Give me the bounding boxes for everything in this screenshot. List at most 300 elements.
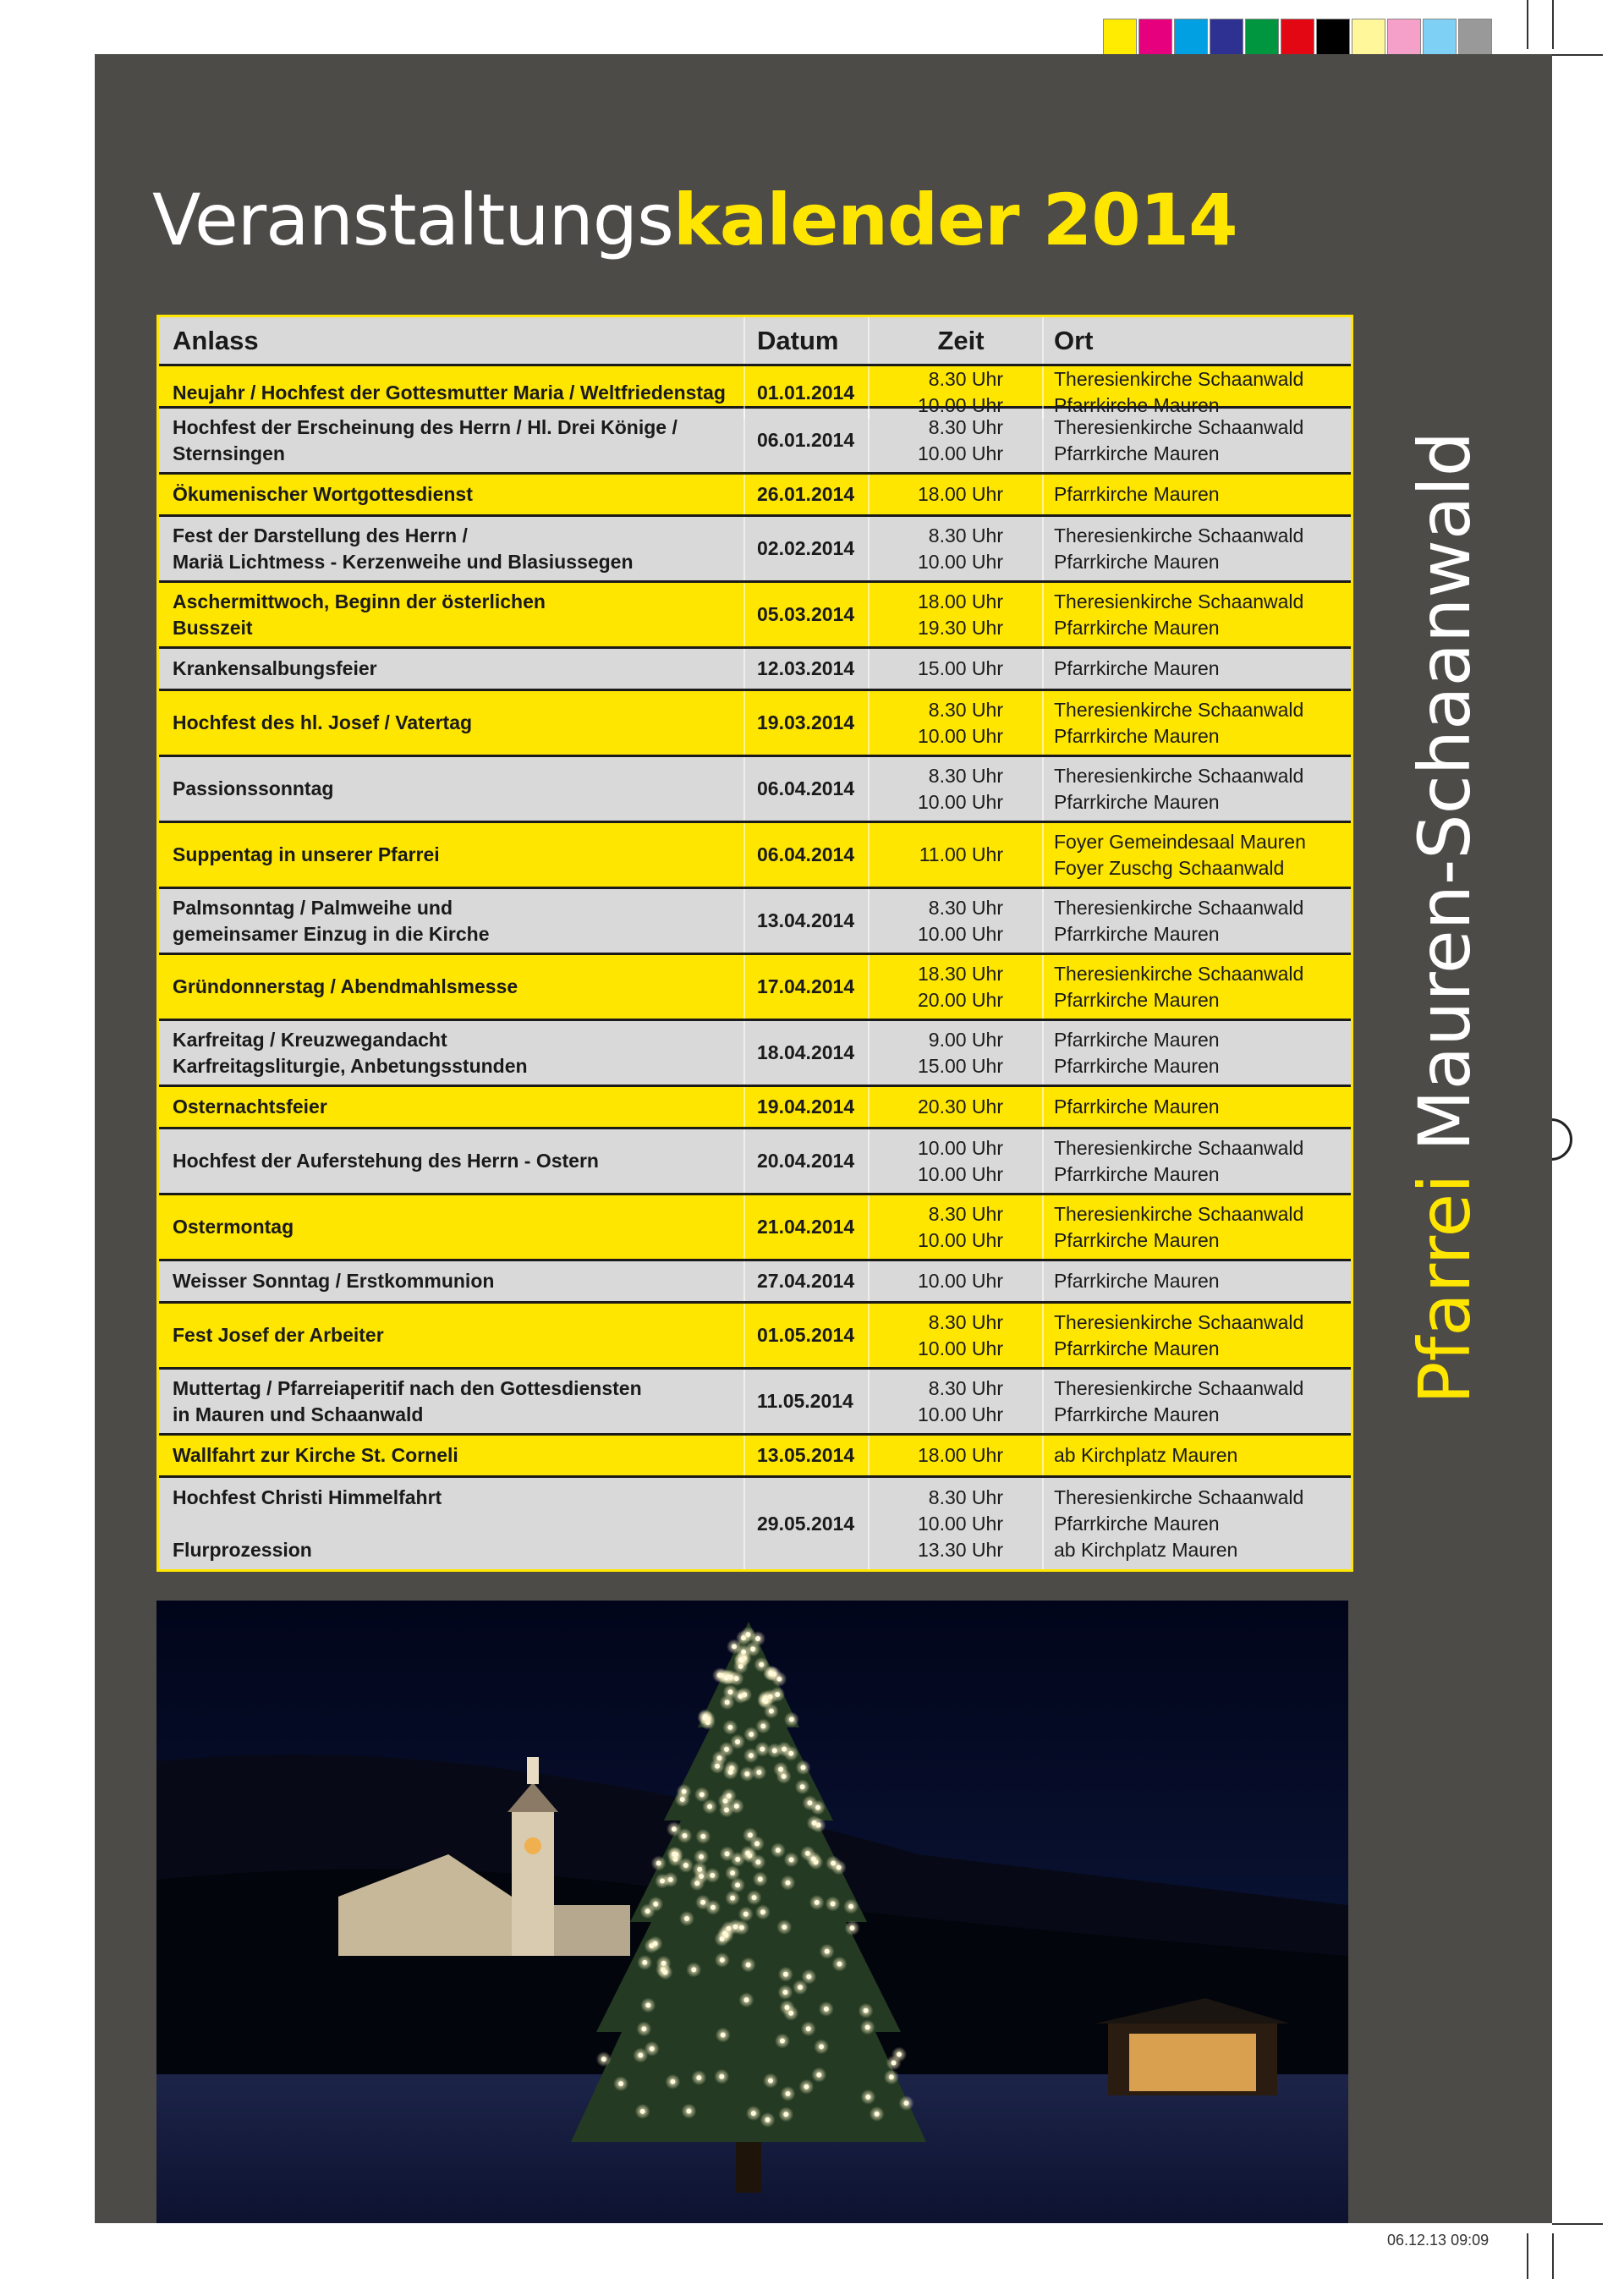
tree-light-core <box>684 1916 689 1921</box>
place-cell <box>1044 649 1351 689</box>
tree-light-core <box>903 2101 908 2106</box>
table-row <box>159 409 1351 472</box>
place-cell-line: Theresienkirche Schaanwald <box>1054 1310 1304 1333</box>
place-cell-line: Pfarrkirche Mauren <box>1054 394 1220 416</box>
event-cell <box>159 889 745 953</box>
event-cell-line: Hochfest der Erscheinung des Herrn / Hl. Drei Könige / <box>173 415 678 438</box>
vertical-title-part2: Mauren-Schaanwald <box>1403 431 1486 1151</box>
color-swatch <box>1316 19 1350 56</box>
tree-light-core <box>719 2074 724 2079</box>
tree-light-core <box>642 1960 647 1965</box>
table-row <box>159 1087 1351 1127</box>
time-cell <box>870 955 1044 1019</box>
tree-light-core <box>756 1770 761 1775</box>
color-swatch <box>1281 19 1314 56</box>
tree-light-core <box>745 1632 750 1637</box>
tree-light-core <box>798 1985 803 1990</box>
date-cell <box>745 1129 870 1193</box>
tree-light-core <box>728 1689 733 1694</box>
date-cell-line: 26.01.2014 <box>757 483 855 505</box>
tree-light-core <box>638 2053 643 2058</box>
time-cell <box>870 1478 1044 1569</box>
crop-mark <box>1552 2233 1554 2279</box>
time-cell <box>870 757 1044 821</box>
tree-light-core <box>776 1677 782 1682</box>
place-cell-line: Pfarrkirche Mauren <box>1054 1028 1220 1051</box>
tree-light-core <box>735 1857 740 1862</box>
tree-light-core <box>730 1896 735 1901</box>
date-cell <box>745 1478 870 1569</box>
time-cell <box>870 1304 1044 1367</box>
column-header-zeit: Zeit <box>870 317 1044 364</box>
tree-light-core <box>785 2091 790 2096</box>
date-cell-line: 27.04.2014 <box>757 1270 855 1292</box>
color-swatch <box>1387 19 1421 56</box>
tree-light-core <box>837 1864 842 1870</box>
time-cell-line: 10.00 Uhr <box>917 1136 1003 1159</box>
time-cell-line: 18.00 Uhr <box>917 590 1003 612</box>
tree-light-core <box>743 1912 749 1917</box>
crop-mark <box>1527 0 1528 49</box>
tree-light-core <box>744 1771 749 1777</box>
tree-light-core <box>734 1804 739 1809</box>
tree-light-core <box>699 1874 704 1879</box>
date-cell <box>745 823 870 887</box>
tree-light-core <box>819 2044 824 2049</box>
time-cell-line: 8.30 Uhr <box>928 896 1003 919</box>
event-cell-line: Osternachtsfeier <box>173 1096 327 1118</box>
event-cell <box>159 823 745 887</box>
time-cell-line: 8.30 Uhr <box>928 698 1003 721</box>
tree-light-core <box>755 1859 760 1864</box>
time-cell <box>870 691 1044 755</box>
table-row <box>159 889 1351 953</box>
place-cell <box>1044 823 1351 887</box>
place-cell-line: Theresienkirche Schaanwald <box>1054 764 1304 787</box>
time-cell-line: 8.30 Uhr <box>928 1485 1003 1508</box>
tree-light-core <box>727 1725 732 1730</box>
event-cell <box>159 1304 745 1367</box>
place-cell-line: Pfarrkirche Mauren <box>1054 724 1220 747</box>
place-cell-line: Pfarrkirche Mauren <box>1054 1403 1220 1425</box>
tree-light-core <box>650 2046 655 2051</box>
place-cell <box>1044 1370 1351 1433</box>
tree-light-core <box>760 1724 765 1729</box>
date-cell-line: 19.04.2014 <box>757 1096 855 1118</box>
tree-light-core <box>645 2002 650 2007</box>
time-cell-line: 8.30 Uhr <box>928 524 1003 546</box>
date-cell <box>745 649 870 689</box>
color-swatch <box>1245 19 1279 56</box>
event-cell-line: Hochfest der Auferstehung des Herrn - Ostern <box>173 1150 599 1172</box>
place-cell <box>1044 517 1351 580</box>
place-cell-line: Pfarrkirche Mauren <box>1054 988 1220 1011</box>
tree-light-core <box>739 1925 744 1930</box>
place-cell-line: Theresienkirche Schaanwald <box>1054 698 1304 721</box>
tree-light-core <box>691 1967 696 1972</box>
date-cell <box>745 1304 870 1367</box>
place-cell-line: Pfarrkirche Mauren <box>1054 1512 1220 1535</box>
table-row <box>159 1021 1351 1085</box>
place-cell-line: ab Kirchplatz Mauren <box>1054 1444 1238 1466</box>
place-cell-line: Foyer Zuschg Schaanwald <box>1054 856 1285 879</box>
time-cell-line: 10.00 Uhr <box>917 1162 1003 1185</box>
events-table <box>156 315 1353 1572</box>
tree-light-core <box>758 1876 763 1881</box>
time-cell <box>870 1087 1044 1127</box>
table-row <box>159 1261 1351 1301</box>
date-cell-line: 20.04.2014 <box>757 1150 855 1172</box>
time-cell-line: 8.30 Uhr <box>928 1202 1003 1225</box>
tree-light-core <box>682 1833 687 1838</box>
event-cell <box>159 1370 745 1433</box>
place-cell-line: Pfarrkirche Mauren <box>1054 1162 1220 1185</box>
place-cell-line: Pfarrkirche Mauren <box>1054 1054 1220 1077</box>
table-row <box>159 955 1351 1019</box>
date-cell <box>745 409 870 472</box>
tree-light-core <box>653 1902 658 1907</box>
place-cell-line: Theresienkirche Schaanwald <box>1054 1485 1304 1508</box>
tree-light-core <box>816 2073 821 2078</box>
tree-light-core <box>724 1675 729 1680</box>
time-cell-line: 10.00 Uhr <box>917 442 1003 464</box>
date-cell <box>745 1261 870 1301</box>
tree-light-core <box>815 1805 820 1810</box>
tree-light-core <box>800 1784 805 1789</box>
tree-light-core <box>725 1851 730 1856</box>
time-cell <box>870 517 1044 580</box>
tree-light-core <box>700 1900 705 1905</box>
event-cell-line: Wallfahrt zur Kirche St. Corneli <box>173 1444 458 1466</box>
event-cell-line <box>173 1511 733 1537</box>
tree-light-core <box>601 2057 606 2062</box>
time-cell <box>870 889 1044 953</box>
event-cell <box>159 1436 745 1475</box>
table-row <box>159 1478 1351 1569</box>
tree-light-core <box>673 1852 678 1857</box>
date-cell <box>745 1021 870 1085</box>
tree-light-core <box>668 1877 673 1882</box>
tree-light-core <box>824 2007 829 2012</box>
event-cell-line: Krankensalbungsfeier <box>173 657 377 679</box>
date-cell <box>745 517 870 580</box>
event-cell <box>159 517 745 580</box>
place-cell <box>1044 955 1351 1019</box>
tree-light-core <box>752 1895 757 1900</box>
event-cell-line: Mariä Lichtmess - Kerzenweihe und Blasiussegen <box>173 550 634 573</box>
table-row <box>159 757 1351 821</box>
date-cell-line: 29.05.2014 <box>757 1512 855 1535</box>
date-cell <box>745 955 870 1019</box>
tree-light-core <box>723 1798 728 1804</box>
tree-light-core <box>789 1717 794 1722</box>
print-timestamp: 06.12.13 09:09 <box>1387 2232 1490 2249</box>
tree-light-core <box>789 1857 794 1862</box>
column-header-ort: Ort <box>1054 326 1094 355</box>
table-row <box>159 823 1351 887</box>
date-cell-line: 13.05.2014 <box>757 1444 855 1466</box>
time-cell <box>870 1195 1044 1259</box>
table-row <box>159 1304 1351 1367</box>
date-cell <box>745 475 870 514</box>
place-cell <box>1044 1195 1351 1259</box>
time-cell <box>870 823 1044 887</box>
place-cell-line: Pfarrkirche Mauren <box>1054 616 1220 639</box>
crop-mark <box>1527 2233 1528 2279</box>
event-cell-line: Hochfest des hl. Josef / Vatertag <box>173 711 473 733</box>
tree-light-core <box>710 1873 715 1878</box>
place-cell-line: Pfarrkirche Mauren <box>1054 483 1220 505</box>
event-cell-line: Palmsonntag / Palmweihe und <box>173 896 453 919</box>
date-cell-line: 02.02.2014 <box>757 537 855 559</box>
time-cell <box>870 475 1044 514</box>
christmas-tree-photo <box>156 1601 1348 2223</box>
place-cell-line: Theresienkirche Schaanwald <box>1054 1202 1304 1225</box>
date-cell-line: 05.03.2014 <box>757 603 855 625</box>
table-row <box>159 1129 1351 1193</box>
event-cell-line: Ökumenischer Wortgottesdienst <box>173 483 473 505</box>
date-cell-line: 06.01.2014 <box>757 429 855 451</box>
event-cell-line: Fest der Darstellung des Herrn / <box>173 524 468 546</box>
place-cell <box>1044 583 1351 646</box>
tree-light-core <box>769 1709 774 1714</box>
date-cell <box>745 1436 870 1475</box>
time-cell <box>870 409 1044 472</box>
time-cell-line: 9.00 Uhr <box>928 1028 1003 1051</box>
time-cell-line: 10.00 Uhr <box>917 1512 1003 1535</box>
tree-light-core <box>759 1662 764 1667</box>
time-cell-line: 18.00 Uhr <box>917 483 1003 505</box>
tree-light-core <box>782 1990 787 1995</box>
page-title <box>152 173 1237 266</box>
tree-light-core <box>735 1882 740 1887</box>
date-cell-line: 06.04.2014 <box>757 843 855 865</box>
event-cell-line: Muttertag / Pfarreiaperitif nach den Gottesdiensten <box>173 1376 642 1399</box>
tree-light-core <box>811 1856 816 1861</box>
color-registration-bar <box>1103 19 1494 56</box>
tree-light-core <box>656 1861 661 1866</box>
event-cell <box>159 583 745 646</box>
tree-light-core <box>734 1676 739 1681</box>
time-cell-line: 10.00 Uhr <box>917 1337 1003 1359</box>
crop-mark <box>1552 54 1603 56</box>
place-cell <box>1044 1436 1351 1475</box>
time-cell-line: 10.00 Uhr <box>917 922 1003 945</box>
tree-light-core <box>815 1900 820 1905</box>
event-cell-line: Suppentag in unserer Pfarrei <box>173 843 440 865</box>
place-cell-line: Pfarrkirche Mauren <box>1054 657 1220 679</box>
place-cell-line: Theresienkirche Schaanwald <box>1054 590 1304 612</box>
event-cell-line: Weisser Sonntag / Erstkommunion <box>173 1270 495 1292</box>
date-cell-line: 01.01.2014 <box>757 381 855 404</box>
tree-light-core <box>897 2052 902 2057</box>
time-cell <box>870 1261 1044 1301</box>
tree-light-core <box>776 1848 781 1853</box>
color-swatch <box>1138 19 1172 56</box>
tree-light-core <box>732 1644 737 1649</box>
tree-light-core <box>717 1755 722 1760</box>
tree-light-core <box>725 1700 730 1705</box>
date-cell-line: 18.04.2014 <box>757 1041 855 1063</box>
tree-light-core <box>762 1698 767 1703</box>
tree-light-core <box>801 1765 806 1770</box>
time-cell <box>870 1021 1044 1085</box>
tree-light-core <box>728 1770 733 1775</box>
place-cell <box>1044 757 1351 821</box>
event-cell-line: Flurprozession <box>173 1538 312 1561</box>
date-cell-line: 12.03.2014 <box>757 657 855 679</box>
event-cell <box>159 1129 745 1193</box>
place-cell-line: Pfarrkirche Mauren <box>1054 442 1220 464</box>
place-cell <box>1044 475 1351 514</box>
time-cell-line: 10.00 Uhr <box>917 1270 1003 1292</box>
tree-light-core <box>672 1826 677 1831</box>
place-cell-line: Theresienkirche Schaanwald <box>1054 524 1304 546</box>
event-cell-line: in Mauren und Schaanwald <box>173 1403 424 1425</box>
time-cell-line: 20.00 Uhr <box>917 988 1003 1011</box>
time-cell-line: 10.00 Uhr <box>917 1403 1003 1425</box>
place-cell-line: Theresienkirche Schaanwald <box>1054 1136 1304 1159</box>
place-cell-line: Theresienkirche Schaanwald <box>1054 962 1304 985</box>
place-cell <box>1044 409 1351 472</box>
tree-light-core <box>768 2079 773 2084</box>
place-cell-line: ab Kirchplatz Mauren <box>1054 1538 1238 1561</box>
tree-light-core <box>721 2033 726 2038</box>
place-cell-line: Theresienkirche Schaanwald <box>1054 368 1304 390</box>
event-cell-line: Gründonnerstag / Abendmahlsmesse <box>173 975 518 997</box>
date-cell-line: 06.04.2014 <box>757 777 855 799</box>
place-cell-line: Pfarrkirche Mauren <box>1054 1270 1220 1292</box>
tree-light-core <box>778 1767 783 1772</box>
event-cell <box>159 475 745 514</box>
time-cell-line: 10.00 Uhr <box>917 550 1003 573</box>
event-cell <box>159 1087 745 1127</box>
tree-light-core <box>825 1949 830 1954</box>
color-swatch <box>1174 19 1208 56</box>
tree-light-core <box>720 1958 725 1963</box>
color-swatch <box>1103 19 1137 56</box>
place-cell <box>1044 1261 1351 1301</box>
event-cell-line: Aschermittwoch, Beginn der österlichen <box>173 590 546 612</box>
event-cell <box>159 691 745 755</box>
tree-light-core <box>745 1851 750 1856</box>
place-cell-line: Pfarrkirche Mauren <box>1054 1228 1220 1251</box>
date-cell <box>745 889 870 953</box>
tree-light-core <box>735 1739 740 1744</box>
tree-light-core <box>699 1854 704 1859</box>
place-cell <box>1044 1021 1351 1085</box>
tree-light-core <box>754 1841 760 1846</box>
date-cell <box>745 1195 870 1259</box>
time-cell-line: 10.00 Uhr <box>917 1228 1003 1251</box>
time-cell-line: 8.30 Uhr <box>928 1376 1003 1399</box>
table-row <box>159 649 1351 689</box>
tree-light-core <box>865 2095 870 2100</box>
tree-light-core <box>783 2112 788 2117</box>
tree-light-core <box>831 1902 836 1907</box>
tree-light-core <box>768 1671 773 1676</box>
event-cell <box>159 1195 745 1259</box>
tree-light-core <box>837 1962 842 1967</box>
tree-light-core <box>864 2008 869 2013</box>
place-cell-line: Pfarrkirche Mauren <box>1054 1096 1220 1118</box>
date-cell <box>745 691 870 755</box>
time-cell-line: 10.00 Uhr <box>917 790 1003 813</box>
event-cell-line: Karfreitag / Kreuzwegandacht <box>173 1028 447 1051</box>
tree-light-core <box>804 2084 809 2090</box>
tree-light-core <box>683 1863 689 1868</box>
date-cell <box>745 583 870 646</box>
tree-light-core <box>720 1936 725 1941</box>
tree-light-core <box>700 1834 705 1839</box>
event-cell-line: Neujahr / Hochfest der Gottesmutter Maria / Weltfriedenstag <box>173 381 726 404</box>
time-cell-line: 18.30 Uhr <box>917 962 1003 985</box>
place-cell <box>1044 1087 1351 1127</box>
place-cell <box>1044 1304 1351 1367</box>
time-cell-line: 15.00 Uhr <box>917 1054 1003 1077</box>
tree-light-core <box>849 1925 854 1930</box>
tree-light-core <box>765 2117 771 2122</box>
event-cell-line: Sternsingen <box>173 442 285 464</box>
time-cell-line: 8.30 Uhr <box>928 1310 1003 1333</box>
tree-light-core <box>738 1657 743 1662</box>
time-cell <box>870 1129 1044 1193</box>
place-cell-line: Pfarrkirche Mauren <box>1054 922 1220 945</box>
event-cell <box>159 1478 745 1569</box>
tree-light-core <box>750 1646 755 1651</box>
tree-light-core <box>710 1905 716 1910</box>
tree-light-core <box>848 1904 853 1909</box>
tree-light-core <box>640 2109 645 2114</box>
tree-light-core <box>748 1832 753 1837</box>
event-cell-line: Ostermontag <box>173 1216 294 1238</box>
vertical-title-part1: Pfarrei <box>1403 1150 1486 1404</box>
color-swatch <box>1210 19 1243 56</box>
tree-light-core <box>782 1925 787 1930</box>
title-bold: kalender 2014 <box>672 178 1237 261</box>
event-cell-line: Hochfest Christi Himmelfahrt <box>173 1485 442 1508</box>
time-cell <box>870 1436 1044 1475</box>
place-cell-line: Foyer Gemeindesaal Mauren <box>1054 830 1306 853</box>
date-cell-line: 13.04.2014 <box>757 909 855 931</box>
tree-light-core <box>724 1747 729 1752</box>
time-cell <box>870 649 1044 689</box>
tree-light-core <box>746 1963 751 1968</box>
tree-light-core <box>662 1969 667 1974</box>
tree-light-core <box>772 1748 777 1753</box>
tree-light-core <box>700 1792 705 1797</box>
tree-light-core <box>806 2026 811 2031</box>
tree-light-core <box>749 1732 754 1737</box>
date-cell-line: 21.04.2014 <box>757 1216 855 1238</box>
date-cell-line: 11.05.2014 <box>757 1390 853 1412</box>
time-cell <box>870 1370 1044 1433</box>
time-cell-line: 8.30 Uhr <box>928 368 1003 390</box>
date-cell-line: 19.03.2014 <box>757 711 855 733</box>
date-cell-line: 17.04.2014 <box>757 975 855 997</box>
time-cell-line: 10.00 Uhr <box>917 394 1003 416</box>
tree-light-core <box>755 1636 760 1641</box>
color-swatch <box>1352 19 1385 56</box>
time-cell-line: 15.00 Uhr <box>917 657 1003 679</box>
tree-light-core <box>760 1747 765 1752</box>
event-cell <box>159 1021 745 1085</box>
tree-light-core <box>703 1716 708 1721</box>
tree-light-core <box>738 1694 743 1699</box>
place-cell <box>1044 1478 1351 1569</box>
table-row <box>159 1195 1351 1259</box>
time-cell-line: 10.00 Uhr <box>917 724 1003 747</box>
